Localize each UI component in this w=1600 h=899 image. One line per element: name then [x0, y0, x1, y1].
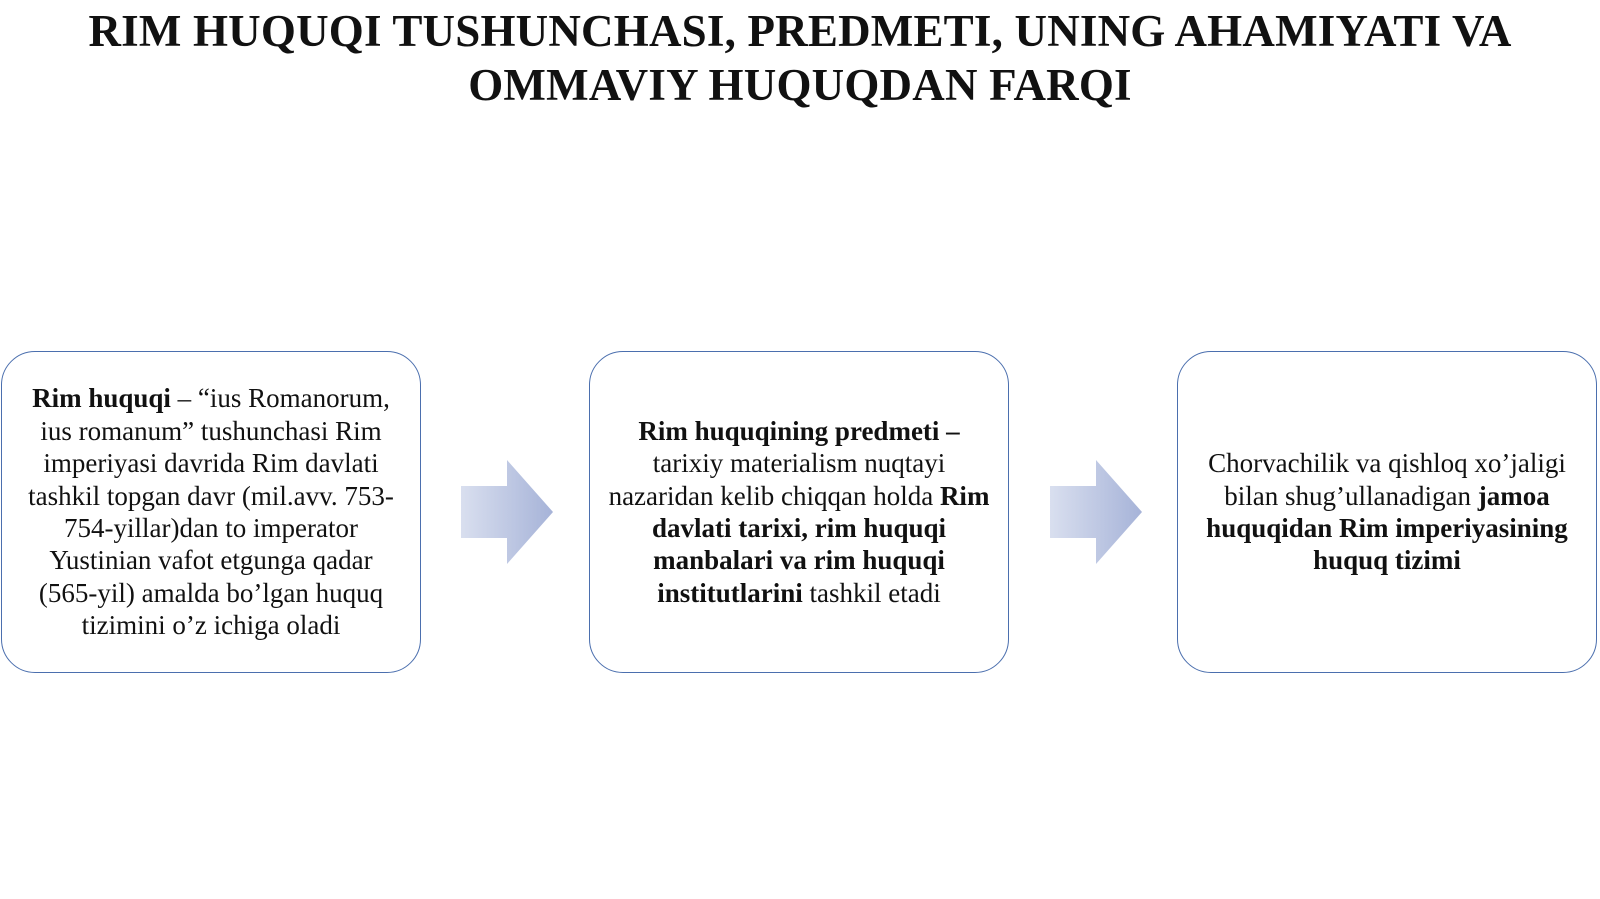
subject-text-end: tashkil etadi [802, 577, 941, 608]
distinction-text [1194, 447, 1580, 577]
concept-term: Rim huquqi [32, 383, 171, 414]
slide-title-line-1: RIM HUQUQI TUSHUNCHASI, PREDMETI, UNING AHAMIYATI VA [88, 6, 1512, 56]
slide-title-line-2: OMMAVIY HUQUQDAN FARQI [468, 60, 1132, 110]
right-arrow-icon [461, 460, 553, 564]
distinction-emphasis: jamoa huquqidan Rim imperiyasining huquq tizimi [1206, 480, 1568, 576]
concept-definition: – “ius Romanorum, ius romanum” tushunchasi Rim imperiyasi davrida Rim davlati tashkil topgan davr (mil.avv. 753-754-yillar)dan to imperator Yustinian vafot etgunga qadar (565-yil) amalda bo’lgan huquq tizimini o’z ichiga oladi [28, 383, 394, 641]
concept-box [1, 351, 421, 673]
subject-text [606, 415, 992, 609]
distinction-text-lead: Chorvachilik va qishloq xo’jaligi bilan shug’ullanadigan [1208, 448, 1566, 511]
subject-box [589, 351, 1009, 673]
right-arrow-icon [1050, 460, 1142, 564]
slide-title [0, 4, 1600, 112]
subject-text-middle: tarixiy materialism nuqtayi nazaridan kelib chiqqan holda [608, 448, 946, 511]
concept-text [18, 382, 404, 641]
distinction-box [1177, 351, 1597, 673]
subject-emphasis: Rim davlati tarixi, rim huquqi manbalari va rim huquqi institutlarini [651, 480, 990, 608]
subject-term: Rim huquqining predmeti – [638, 415, 960, 446]
